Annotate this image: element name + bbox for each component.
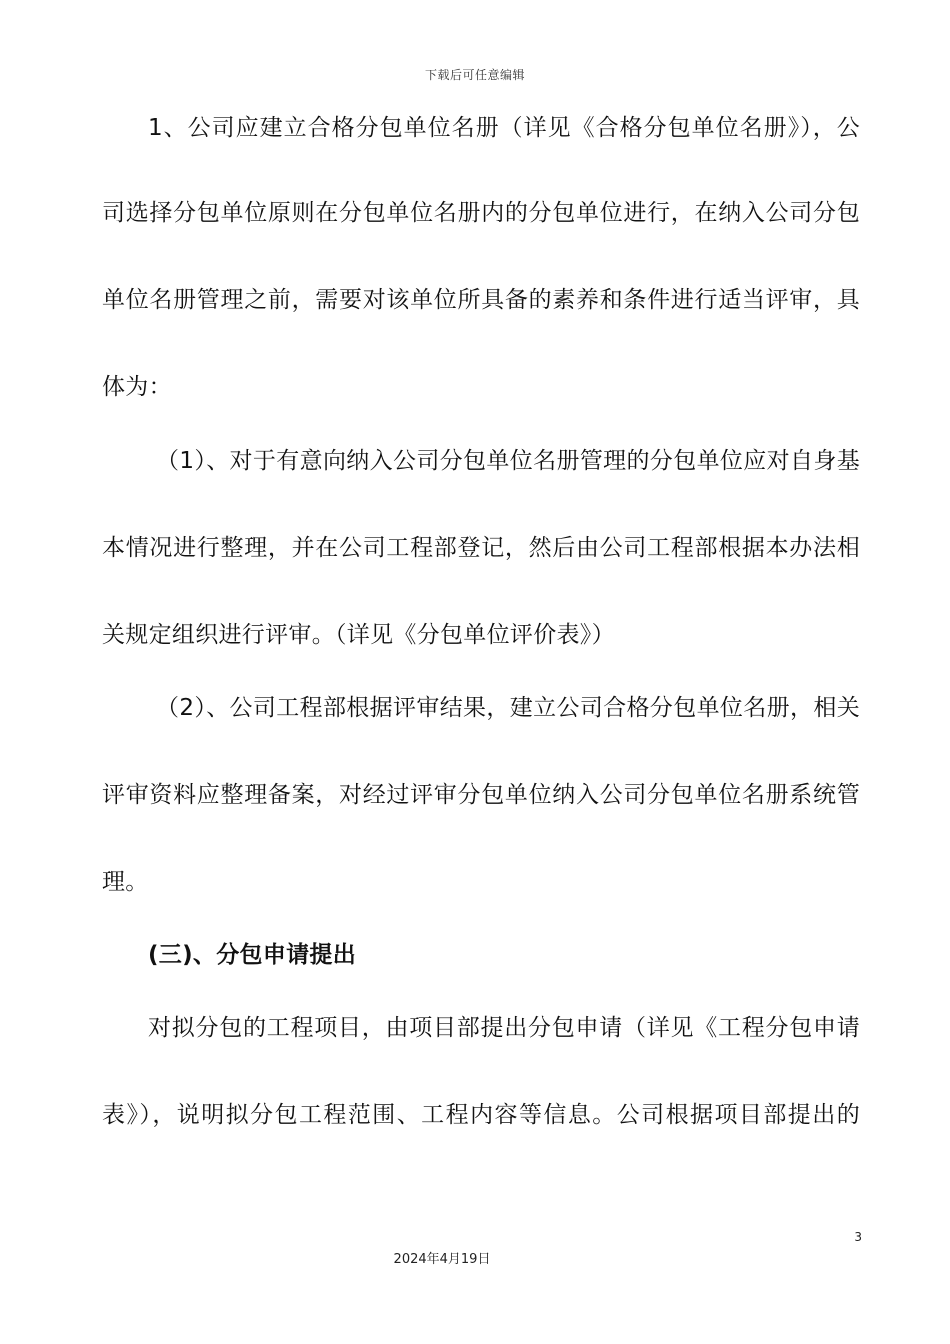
text-line-6: 本情况进行整理，并在公司工程部登记，然后由公司工程部根据本办法相 <box>102 535 860 561</box>
text-line-4: 体为： <box>102 374 172 400</box>
text-line-5: （1）、对于有意向纳入公司分包单位名册管理的分包单位应对自身基 <box>156 448 860 474</box>
text-line-2: 司选择分包单位原则在分包单位名册内的分包单位进行，在纳入公司分包 <box>102 200 860 226</box>
page-number: 3 <box>854 1230 862 1244</box>
text-line-10: 理。 <box>102 869 149 895</box>
footer-date: 2024年4月19日 <box>393 1252 491 1267</box>
page-header: 下载后可任意编辑 <box>424 68 525 82</box>
section-heading: (三)、分包申请提出 <box>148 942 357 968</box>
text-line-7: 关规定组织进行评审。（详见《分包单位评价表》） <box>102 622 615 648</box>
text-line-1: 1、公司应建立合格分包单位名册（详见《合格分包单位名册》），公 <box>148 115 860 141</box>
text-line-8: （2）、公司工程部根据评审结果，建立公司合格分包单位名册，相关 <box>156 695 860 721</box>
text-line-12: 对拟分包的工程项目，由项目部提出分包申请（详见《工程分包申请 <box>148 1015 860 1041</box>
text-line-9: 评审资料应整理备案，对经过评审分包单位纳入公司分包单位名册系统管 <box>102 782 860 808</box>
text-line-3: 单位名册管理之前，需要对该单位所具备的素养和条件进行适当评审，具 <box>102 287 860 313</box>
text-line-13: 表》），说明拟分包工程范围、工程内容等信息。公司根据项目部提出的 <box>102 1102 860 1128</box>
